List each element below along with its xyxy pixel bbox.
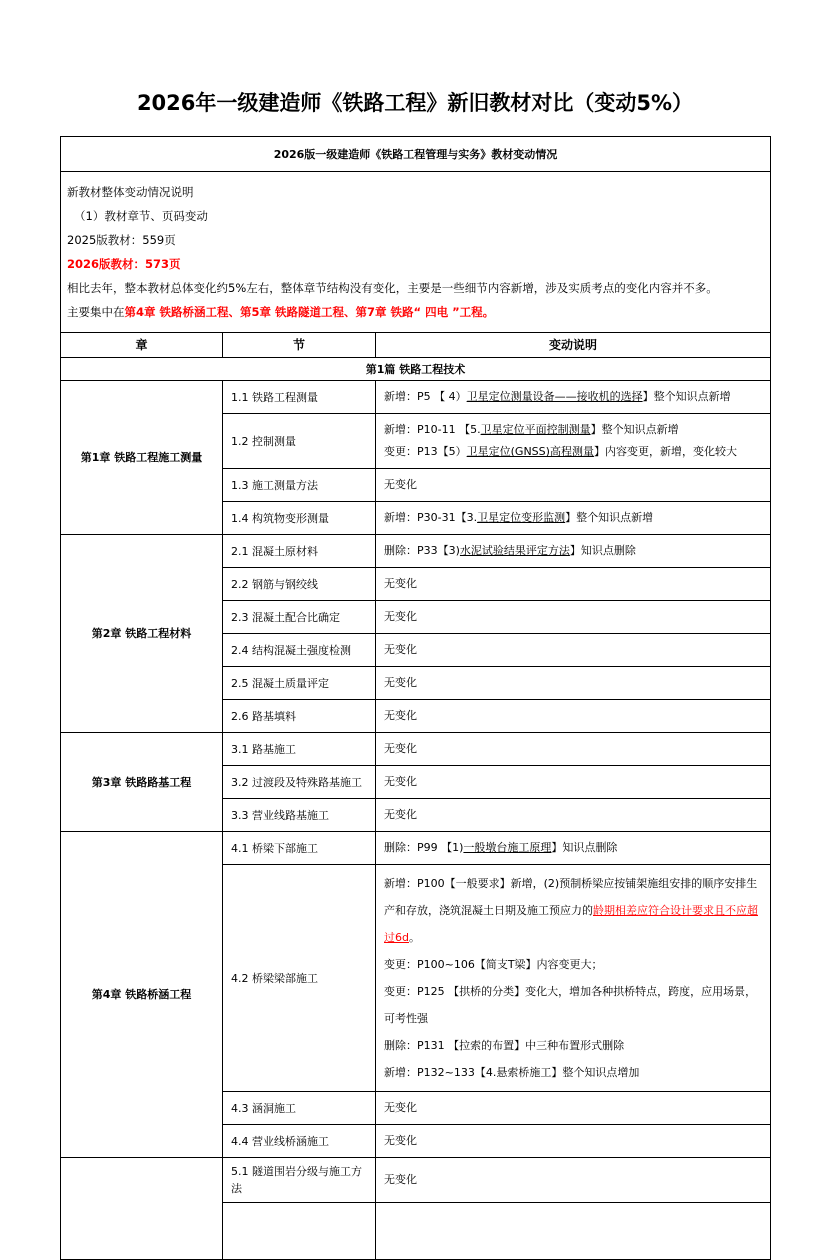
change-text-highlight: 龄期相差应符合设计要求且不应超过6d bbox=[384, 904, 758, 944]
change-text: 新增：P30-31【3. bbox=[384, 511, 478, 524]
change-text: 无变化 bbox=[384, 742, 417, 755]
change-text: 删除：P33【3) bbox=[384, 544, 460, 557]
change-text-underlined: 卫星定位变形监测 bbox=[477, 511, 566, 524]
change-description-cell bbox=[376, 667, 771, 700]
change-text: 变更：P100~106【简支T梁】内容变更大； bbox=[384, 958, 603, 971]
change-line bbox=[384, 705, 762, 727]
change-text: 无变化 bbox=[384, 1134, 417, 1147]
section-name-cell: 4.1 桥梁下部施工 bbox=[223, 832, 376, 865]
change-line bbox=[384, 573, 762, 595]
change-text: 无变化 bbox=[384, 478, 417, 491]
intro-line-2: （1）教材章节、页码变动 bbox=[74, 209, 208, 223]
change-line bbox=[384, 1059, 762, 1086]
change-text: 变更：P13【5） bbox=[384, 445, 467, 458]
change-description-cell bbox=[376, 601, 771, 634]
section-name-cell: 3.2 过渡段及特殊路基施工 bbox=[223, 766, 376, 799]
change-text-underlined: 卫星定位测量设备——接收机的选择 bbox=[466, 390, 643, 403]
change-line bbox=[384, 951, 762, 978]
change-text-tail: 】整个知识点新增 bbox=[590, 423, 679, 436]
change-line bbox=[384, 1220, 762, 1242]
change-text: 新增：P100【一般要求】新增，(2)预制桥梁应按铺架施组安排的顺序安排生产和存放，浇筑混凝土日期及施工预应力的 bbox=[384, 877, 758, 917]
section-name-cell: 4.3 涵洞施工 bbox=[223, 1092, 376, 1125]
change-text: 无变化 bbox=[384, 775, 417, 788]
change-text: 无变化 bbox=[384, 1173, 417, 1186]
change-description-cell bbox=[376, 766, 771, 799]
section-name-cell: 2.6 路基填料 bbox=[223, 700, 376, 733]
chapter-name-cell: 第3章 铁路路基工程 bbox=[61, 733, 223, 832]
section-name-cell: 1.1 铁路工程测量 bbox=[223, 381, 376, 414]
change-text: 无变化 bbox=[384, 1101, 417, 1114]
change-line bbox=[384, 419, 762, 441]
change-text-underlined: 卫星定位平面控制测量 bbox=[480, 423, 591, 436]
section-name-cell: 1.3 施工测量方法 bbox=[223, 469, 376, 502]
textbook-change-table bbox=[60, 136, 771, 1260]
change-description-cell bbox=[376, 1125, 771, 1158]
change-description-cell bbox=[376, 414, 771, 469]
section-name-cell: 2.4 结构混凝土强度检测 bbox=[223, 634, 376, 667]
change-text: 无变化 bbox=[384, 808, 417, 821]
intro-line-1: 新教材整体变动情况说明 bbox=[67, 185, 194, 199]
change-line bbox=[384, 978, 762, 1032]
change-line bbox=[384, 1169, 762, 1191]
intro-block bbox=[61, 172, 771, 333]
change-text: 变更：P125 【拱桥的分类】变化大，增加各种拱桥特点，跨度，应用场景，可考性强 bbox=[384, 985, 757, 1025]
change-text: 新增：P132~133【4.悬索桥施工】整个知识点增加 bbox=[384, 1066, 640, 1079]
table-row bbox=[61, 733, 771, 766]
change-text: 删除：P131 【拉索的布置】中三种布置形式删除 bbox=[384, 1039, 625, 1052]
table-row bbox=[61, 535, 771, 568]
change-text-underlined: 水泥试验结果评定方法 bbox=[459, 544, 570, 557]
change-description-cell bbox=[376, 469, 771, 502]
change-text-tail: 】整个知识点新增 bbox=[642, 390, 731, 403]
change-line bbox=[384, 804, 762, 826]
change-description-cell bbox=[376, 1158, 771, 1203]
section-name-cell: 4.4 营业线桥涵施工 bbox=[223, 1125, 376, 1158]
intro-line-6-prefix: 主要集中在 bbox=[67, 305, 125, 319]
change-line bbox=[384, 1032, 762, 1059]
intro-line-4: 2026版教材：573页 bbox=[67, 257, 181, 271]
intro-line-6-suffix: 。 bbox=[482, 305, 495, 319]
section-name-cell: 2.1 混凝土原材料 bbox=[223, 535, 376, 568]
section-name-cell: 4.2 桥梁梁部施工 bbox=[223, 865, 376, 1092]
change-description-cell bbox=[376, 733, 771, 766]
change-line bbox=[384, 386, 762, 408]
change-text: 新增：P5 【 4） bbox=[384, 390, 467, 403]
change-text-tail: 】知识点删除 bbox=[551, 841, 618, 854]
section-name-cell: 2.2 钢筋与钢绞线 bbox=[223, 568, 376, 601]
change-line bbox=[384, 738, 762, 760]
change-line bbox=[384, 474, 762, 496]
intro-line-3: 2025版教材：559页 bbox=[67, 233, 176, 247]
part-banner-row bbox=[61, 358, 771, 381]
table-row bbox=[61, 1158, 771, 1203]
change-text: 无变化 bbox=[384, 709, 417, 722]
change-description-cell bbox=[376, 1203, 771, 1260]
change-line bbox=[384, 507, 762, 529]
section-name-cell: 3.1 路基施工 bbox=[223, 733, 376, 766]
change-description-cell bbox=[376, 502, 771, 535]
intro-line-6-highlight: 第4章 铁路桥涵工程、第5章 铁路隧道工程、第7章 铁路“ 四电 ”工程 bbox=[124, 305, 483, 319]
change-description-cell bbox=[376, 535, 771, 568]
chapter-name-cell: 第4章 铁路桥涵工程 bbox=[61, 832, 223, 1158]
table-body bbox=[61, 137, 771, 1260]
change-line bbox=[384, 540, 762, 562]
change-line bbox=[384, 870, 762, 951]
section-name-cell bbox=[223, 1203, 376, 1260]
change-text-underlined: 卫星定位(GNSS)高程测量 bbox=[466, 445, 594, 458]
section-name-cell: 1.4 构筑物变形测量 bbox=[223, 502, 376, 535]
change-description-cell bbox=[376, 799, 771, 832]
change-text-tail: 】内容变更，新增，变化较大 bbox=[593, 445, 737, 458]
change-text: 无变化 bbox=[384, 643, 417, 656]
section-name-cell: 2.5 混凝土质量评定 bbox=[223, 667, 376, 700]
change-description-cell bbox=[376, 381, 771, 414]
change-text: 新增：P10-11 【5. bbox=[384, 423, 481, 436]
section-name-cell: 1.2 控制测量 bbox=[223, 414, 376, 469]
part-banner-label: 第1篇 铁路工程技术 bbox=[61, 358, 771, 381]
page-title: 2026年一级建造师《铁路工程》新旧教材对比（变动5%） bbox=[136, 91, 694, 115]
change-line bbox=[384, 837, 762, 859]
change-description-cell bbox=[376, 865, 771, 1092]
table-banner-title: 2026版一级建造师《铁路工程管理与实务》教材变动情况 bbox=[61, 137, 771, 172]
change-text-underlined: 一般墩台施工原理 bbox=[463, 841, 552, 854]
change-line bbox=[384, 1097, 762, 1119]
change-description-cell bbox=[376, 832, 771, 865]
column-header-section: 节 bbox=[223, 333, 376, 358]
change-text-tail: 。 bbox=[408, 931, 420, 944]
change-text: 无变化 bbox=[384, 610, 417, 623]
change-description-cell bbox=[376, 1092, 771, 1125]
change-text-tail: 】整个知识点新增 bbox=[565, 511, 654, 524]
change-line bbox=[384, 1130, 762, 1152]
change-text: 无变化 bbox=[384, 577, 417, 590]
chapter-name-cell bbox=[61, 1158, 223, 1260]
change-description-cell bbox=[376, 700, 771, 733]
table-row bbox=[61, 832, 771, 865]
change-description-cell bbox=[376, 568, 771, 601]
change-line bbox=[384, 672, 762, 694]
table-row bbox=[61, 381, 771, 414]
intro-line-5: 相比去年，整本教材总体变化约5%左右，整体章节结构没有变化，主要是一些细节内容新增，涉及实质考点的变化内容并不多。 bbox=[67, 281, 718, 295]
section-name-cell: 5.1 隧道围岩分级与施工方法 bbox=[223, 1158, 376, 1203]
column-header-chapter: 章 bbox=[61, 333, 223, 358]
section-name-cell: 3.3 营业线路基施工 bbox=[223, 799, 376, 832]
intro-line-6 bbox=[67, 300, 764, 324]
change-text: 无变化 bbox=[384, 676, 417, 689]
chapter-name-cell: 第2章 铁路工程材料 bbox=[61, 535, 223, 733]
change-line bbox=[384, 771, 762, 793]
banner-row bbox=[61, 137, 771, 172]
chapter-name-cell: 第1章 铁路工程施工测量 bbox=[61, 381, 223, 535]
change-text: 删除：P99 【1) bbox=[384, 841, 464, 854]
column-header-change: 变动说明 bbox=[376, 333, 771, 358]
change-description-cell bbox=[376, 634, 771, 667]
change-line bbox=[384, 639, 762, 661]
section-name-cell: 2.3 混凝土配合比确定 bbox=[223, 601, 376, 634]
change-line bbox=[384, 606, 762, 628]
change-text-tail: 】知识点删除 bbox=[569, 544, 636, 557]
column-header-row bbox=[61, 333, 771, 358]
change-line bbox=[384, 441, 762, 463]
intro-row bbox=[61, 172, 771, 333]
